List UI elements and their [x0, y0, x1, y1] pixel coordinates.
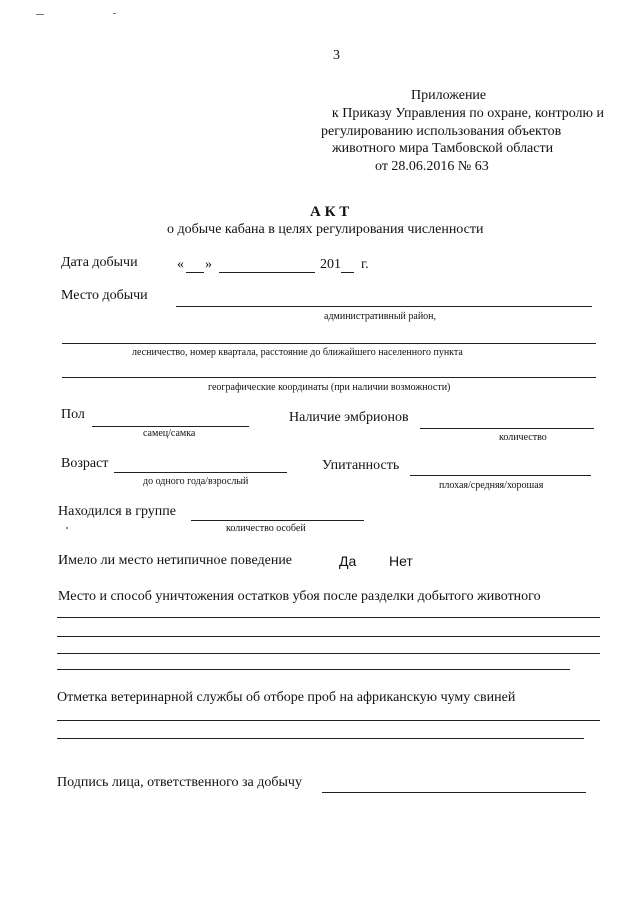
sex-field[interactable]: [92, 426, 249, 427]
remains-line[interactable]: [57, 669, 570, 670]
age-caption: до одного года/взрослый: [143, 476, 249, 487]
fatness-caption: плохая/средняя/хорошая: [439, 480, 544, 491]
sex-label: Пол: [61, 407, 85, 422]
group-caption: количество особей: [226, 523, 306, 534]
year-field[interactable]: [341, 272, 354, 273]
place-caption-forestry: лесничество, номер квартала, расстояние до ближайшего населенного пункта: [132, 347, 463, 358]
act-subtitle: о добыче кабана в целях регулирования численности: [167, 222, 484, 237]
fatness-label: Упитанность: [322, 458, 400, 473]
date-close-quote: »: [205, 257, 212, 272]
age-label: Возраст: [61, 456, 109, 471]
appendix-date: от 28.06.2016 № 63: [375, 159, 489, 174]
day-field[interactable]: [186, 272, 204, 273]
place-label: Место добычи: [61, 288, 148, 303]
remains-line[interactable]: [57, 617, 600, 618]
month-field[interactable]: [219, 272, 315, 273]
date-label: Дата добычи: [61, 255, 138, 270]
page-number: 3: [333, 48, 340, 63]
place-coordinates-field[interactable]: [62, 377, 596, 378]
vet-line[interactable]: [57, 720, 600, 721]
appendix-line: к Приказу Управления по охране, контролю и: [331, 106, 604, 121]
act-title: А К Т: [310, 204, 350, 220]
behavior-yes-option[interactable]: Да: [339, 553, 357, 569]
remains-label: Место и способ уничтожения остатков убоя после разделки добытого животного: [58, 589, 541, 604]
scan-speck: [66, 527, 68, 529]
appendix-line: регулированию использования объектов: [321, 124, 562, 139]
place-district-field[interactable]: [176, 306, 592, 307]
appendix-line: животного мира Тамбовской области: [332, 141, 554, 156]
remains-line[interactable]: [57, 636, 600, 637]
behavior-no-option[interactable]: Нет: [389, 553, 413, 569]
appendix-title: Приложение: [411, 88, 487, 103]
place-caption-coordinates: географические координаты (при наличии возможности): [208, 382, 451, 393]
signature-label: Подпись лица, ответственного за добычу: [57, 775, 302, 790]
group-label: Находился в группе: [58, 504, 177, 519]
year-prefix: 201: [320, 257, 341, 272]
age-field[interactable]: [114, 472, 287, 473]
remains-line[interactable]: [57, 653, 600, 654]
group-field[interactable]: [191, 520, 364, 521]
behavior-label: Имело ли место нетипичное поведение: [58, 553, 293, 568]
scan-mark: [113, 13, 116, 14]
place-caption-district: административный район,: [324, 311, 437, 322]
date-open-quote: «: [177, 257, 184, 272]
place-forestry-field[interactable]: [62, 343, 596, 344]
embryos-field[interactable]: [420, 428, 594, 429]
vet-label: Отметка ветеринарной службы об отборе проб на африканскую чуму свиней: [57, 690, 516, 705]
scan-mark: [36, 14, 44, 15]
signature-field[interactable]: [322, 792, 586, 793]
embryos-label: Наличие эмбрионов: [289, 410, 409, 425]
year-suffix: г.: [361, 257, 369, 272]
embryos-caption: количество: [499, 432, 547, 443]
vet-line[interactable]: [57, 738, 584, 739]
sex-caption: самец/самка: [143, 428, 196, 439]
fatness-field[interactable]: [410, 475, 591, 476]
